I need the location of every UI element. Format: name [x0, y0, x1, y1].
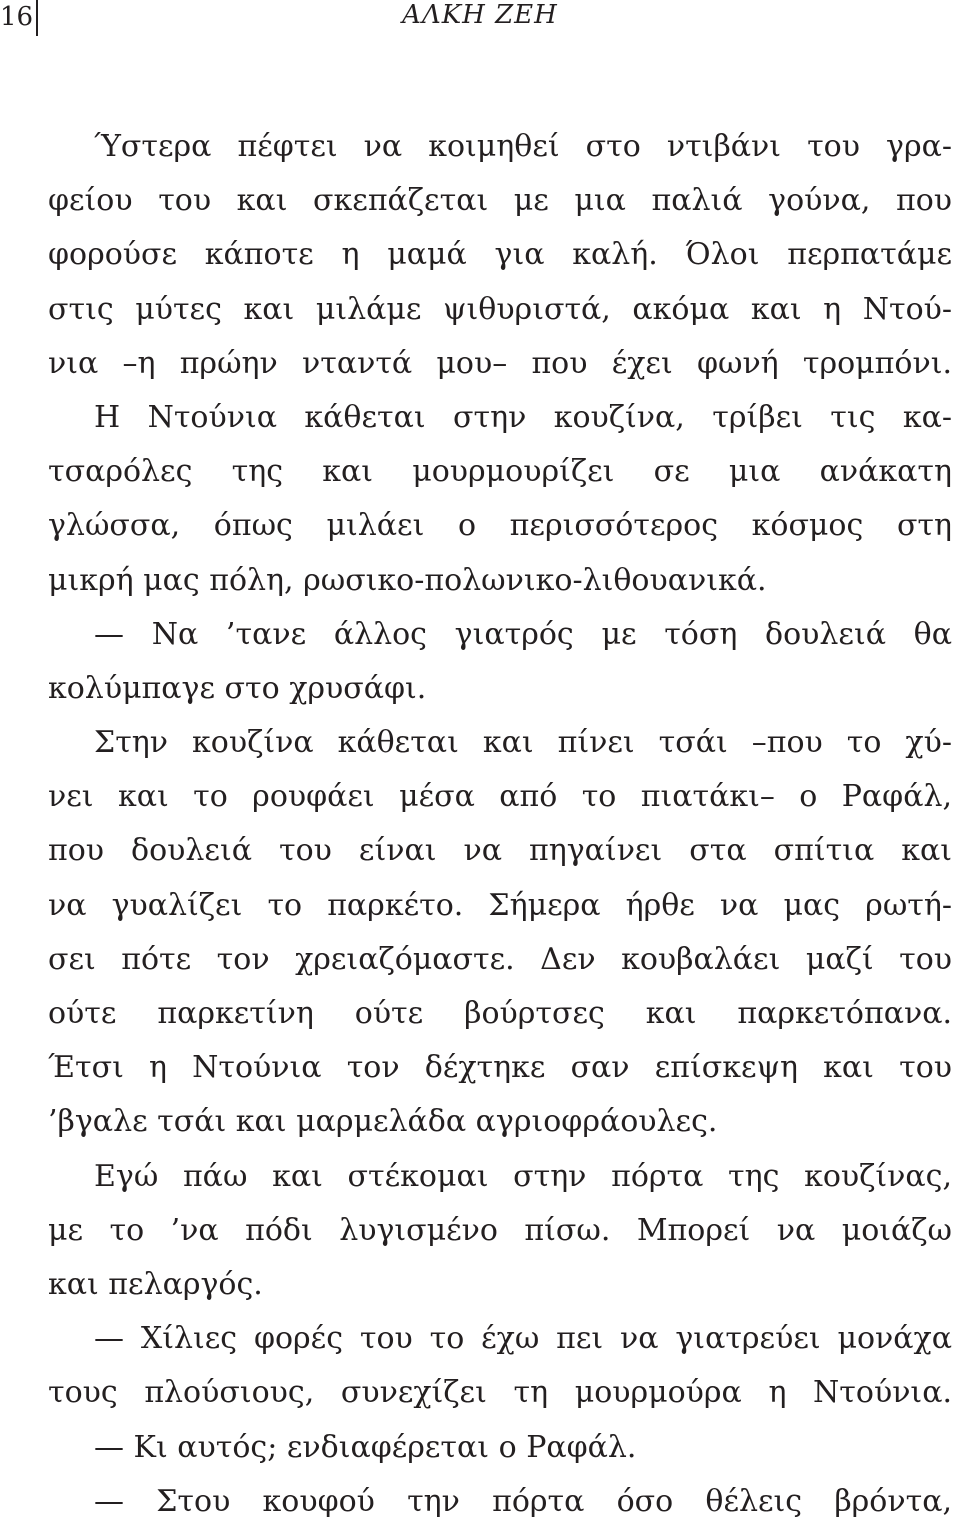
text-line: στις μύτες και μιλάμε ψιθυριστά, ακόμα και η Ντού-	[48, 291, 952, 327]
body-text	[48, 120, 952, 1529]
text-line: νια –η πρώην νταντά μου– που έχει φωνή τρομπόνι.	[48, 345, 952, 381]
page-number: 16	[0, 2, 34, 32]
text-line: ’βγαλε τσάι και μαρμελάδα αγριοφράουλες.	[48, 1104, 718, 1140]
text-line: νει και το ρουφάει μέσα από το πιατάκι– ο Ραφάλ,	[48, 779, 952, 815]
text-line: που δουλειά του είναι να πηγαίνει στα σπίτια και	[48, 833, 952, 869]
text-line: μικρή μας πόλη, ρωσικο-πολωνικο-λιθουανικά.	[48, 562, 767, 598]
text-line: Στην κουζίνα κάθεται και πίνει τσάι –που το χύ-	[94, 725, 952, 761]
text-line: Η Ντούνια κάθεται στην κουζίνα, τρίβει τις κα-	[94, 399, 952, 435]
text-line: τσαρόλες της και μουρμουρίζει σε μια ανάκατη	[48, 454, 952, 490]
text-line: κολύμπαγε στο χρυσάφι.	[48, 670, 427, 706]
text-line: — Χίλιες φορές του το έχω πει να γιατρεύει μονάχα	[94, 1321, 952, 1357]
text-line: Ύστερα πέφτει να κοιμηθεί στο ντιβάνι του γρα-	[94, 129, 952, 164]
running-head-author: ΑΛΚΗ ΖΕΗ	[402, 0, 558, 30]
text-line: να γυαλίζει το παρκέτο. Σήμερα ήρθε να μας ρωτή-	[48, 887, 952, 923]
text-line: Εγώ πάω και στέκομαι στην πόρτα της κουζίνας,	[94, 1158, 952, 1194]
text-line: με το ’να πόδι λυγισμένο πίσω. Μπορεί να μοιάζω	[48, 1212, 952, 1248]
text-line: ούτε παρκετίνη ούτε βούρτσες και παρκετόπανα.	[48, 996, 952, 1031]
text-line: φείου του και σκεπάζεται με μια παλιά γούνα, που	[48, 183, 952, 219]
text-line: — Να ’τανε άλλος γιατρός με τόση δουλειά θα	[94, 616, 952, 652]
text-line: γλώσσα, όπως μιλάει ο περισσότερος κόσμος στη	[48, 508, 952, 544]
text-line: τους πλούσιους, συνεχίζει τη μουρμούρα η Ντούνια.	[48, 1375, 952, 1411]
text-line: φορούσε κάποτε η μαμά για καλή. Όλοι περπατάμε	[48, 237, 952, 273]
text-line: και πελαργός.	[48, 1266, 263, 1302]
text-line: — Κι αυτός; ενδιαφέρεται ο Ραφάλ.	[94, 1429, 637, 1465]
text-line: Έτσι η Ντούνια τον δέχτηκε σαν επίσκεψη και του	[48, 1050, 952, 1086]
text-line: — Στου κουφού την πόρτα όσο θέλεις βρόντα,	[94, 1483, 952, 1519]
text-line: σει πότε τον χρειαζόμαστε. Δεν κουβαλάει μαζί του	[48, 941, 952, 977]
page-header	[0, 0, 960, 40]
